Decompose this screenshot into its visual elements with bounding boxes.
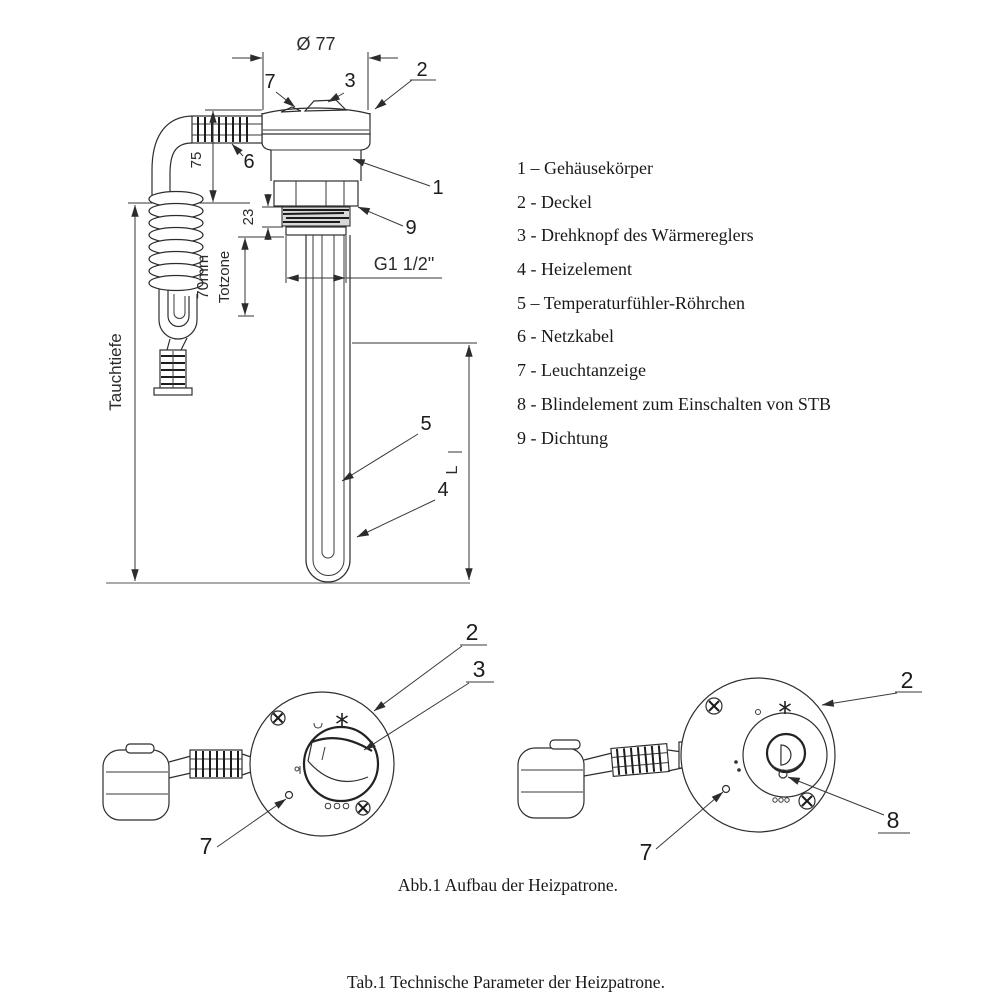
plug-left-view xyxy=(103,750,169,820)
cover-disc-right xyxy=(681,678,835,832)
dimension-dead-zone xyxy=(195,237,284,316)
legend-item-2: 2 - Deckel xyxy=(517,192,592,212)
dimension-immersion-depth xyxy=(106,205,135,581)
main-callouts xyxy=(232,59,449,537)
cable-gland-left xyxy=(190,750,242,778)
head-height-label: 75 xyxy=(188,151,205,169)
dimension-23 xyxy=(240,194,283,240)
immersion-depth-label: Tauchtiefe xyxy=(106,333,125,411)
callout-knob: 3 xyxy=(344,70,356,92)
table-caption: Tab.1 Technische Parameter der Heizpatrone. xyxy=(347,972,665,992)
sensor-tube xyxy=(322,235,334,558)
dead-zone-label: Totzone xyxy=(216,250,233,304)
thread-section xyxy=(282,207,350,235)
callout-seal: 9 xyxy=(405,217,417,239)
callout-right-cover: 2 xyxy=(900,667,914,693)
legend-item-6: 6 - Netzkabel xyxy=(517,326,614,346)
plug-right-view xyxy=(518,748,584,818)
legend-item-7: 7 - Leuchtanzeige xyxy=(517,360,646,380)
dimension-diameter xyxy=(232,34,398,110)
thread-length-label: 23 xyxy=(240,208,257,226)
cable-bend-inner xyxy=(170,143,192,196)
callout-right-lamp: 7 xyxy=(639,839,653,865)
element-length-label: L xyxy=(444,465,461,475)
dead-zone-value-label: 70mm xyxy=(195,254,212,300)
dimension-thread-size xyxy=(286,236,442,283)
callout-body: 1 xyxy=(432,177,444,199)
legend-item-5: 5 – Temperaturfühler-Röhrchen xyxy=(517,293,745,313)
callout-lamp: 7 xyxy=(264,71,276,93)
legend xyxy=(517,158,831,448)
cover-disc-left xyxy=(250,692,394,836)
legend-item-3: 3 - Drehknopf des Wärmereglers xyxy=(517,225,754,245)
legend-item-4: 4 - Heizelement xyxy=(517,259,632,279)
collar xyxy=(286,227,346,235)
callout-left-lamp: 7 xyxy=(199,833,213,859)
callout-left-cover: 2 xyxy=(465,619,479,645)
legend-item-8: 8 - Blindelement zum Einschalten von STB xyxy=(517,394,831,414)
heating-tube xyxy=(306,235,350,582)
thread-size-label: G1 1/2" xyxy=(373,254,435,274)
callout-sensor-tube: 5 xyxy=(420,413,432,435)
callout-heating-element: 4 xyxy=(437,479,449,501)
callout-right-blind: 8 xyxy=(886,807,900,833)
head-assembly xyxy=(262,100,370,206)
right-detail-view xyxy=(518,667,922,865)
cable-loop-outer xyxy=(159,289,197,339)
legend-item-9: 9 - Dichtung xyxy=(517,428,608,448)
left-detail-view xyxy=(103,619,494,859)
cable-loop-inner xyxy=(168,290,189,327)
figure-caption: Abb.1 Aufbau der Heizpatrone. xyxy=(397,875,619,895)
callout-cable: 6 xyxy=(243,151,255,173)
dimension-length xyxy=(444,345,469,580)
diameter-dimension-label: Ø 77 xyxy=(296,34,336,54)
plug-main xyxy=(154,350,192,395)
cable-gland-right xyxy=(611,744,669,777)
callout-left-knob: 3 xyxy=(472,656,486,682)
callout-cover: 2 xyxy=(416,59,428,81)
legend-item-1: 1 – Gehäusekörper xyxy=(517,158,653,178)
